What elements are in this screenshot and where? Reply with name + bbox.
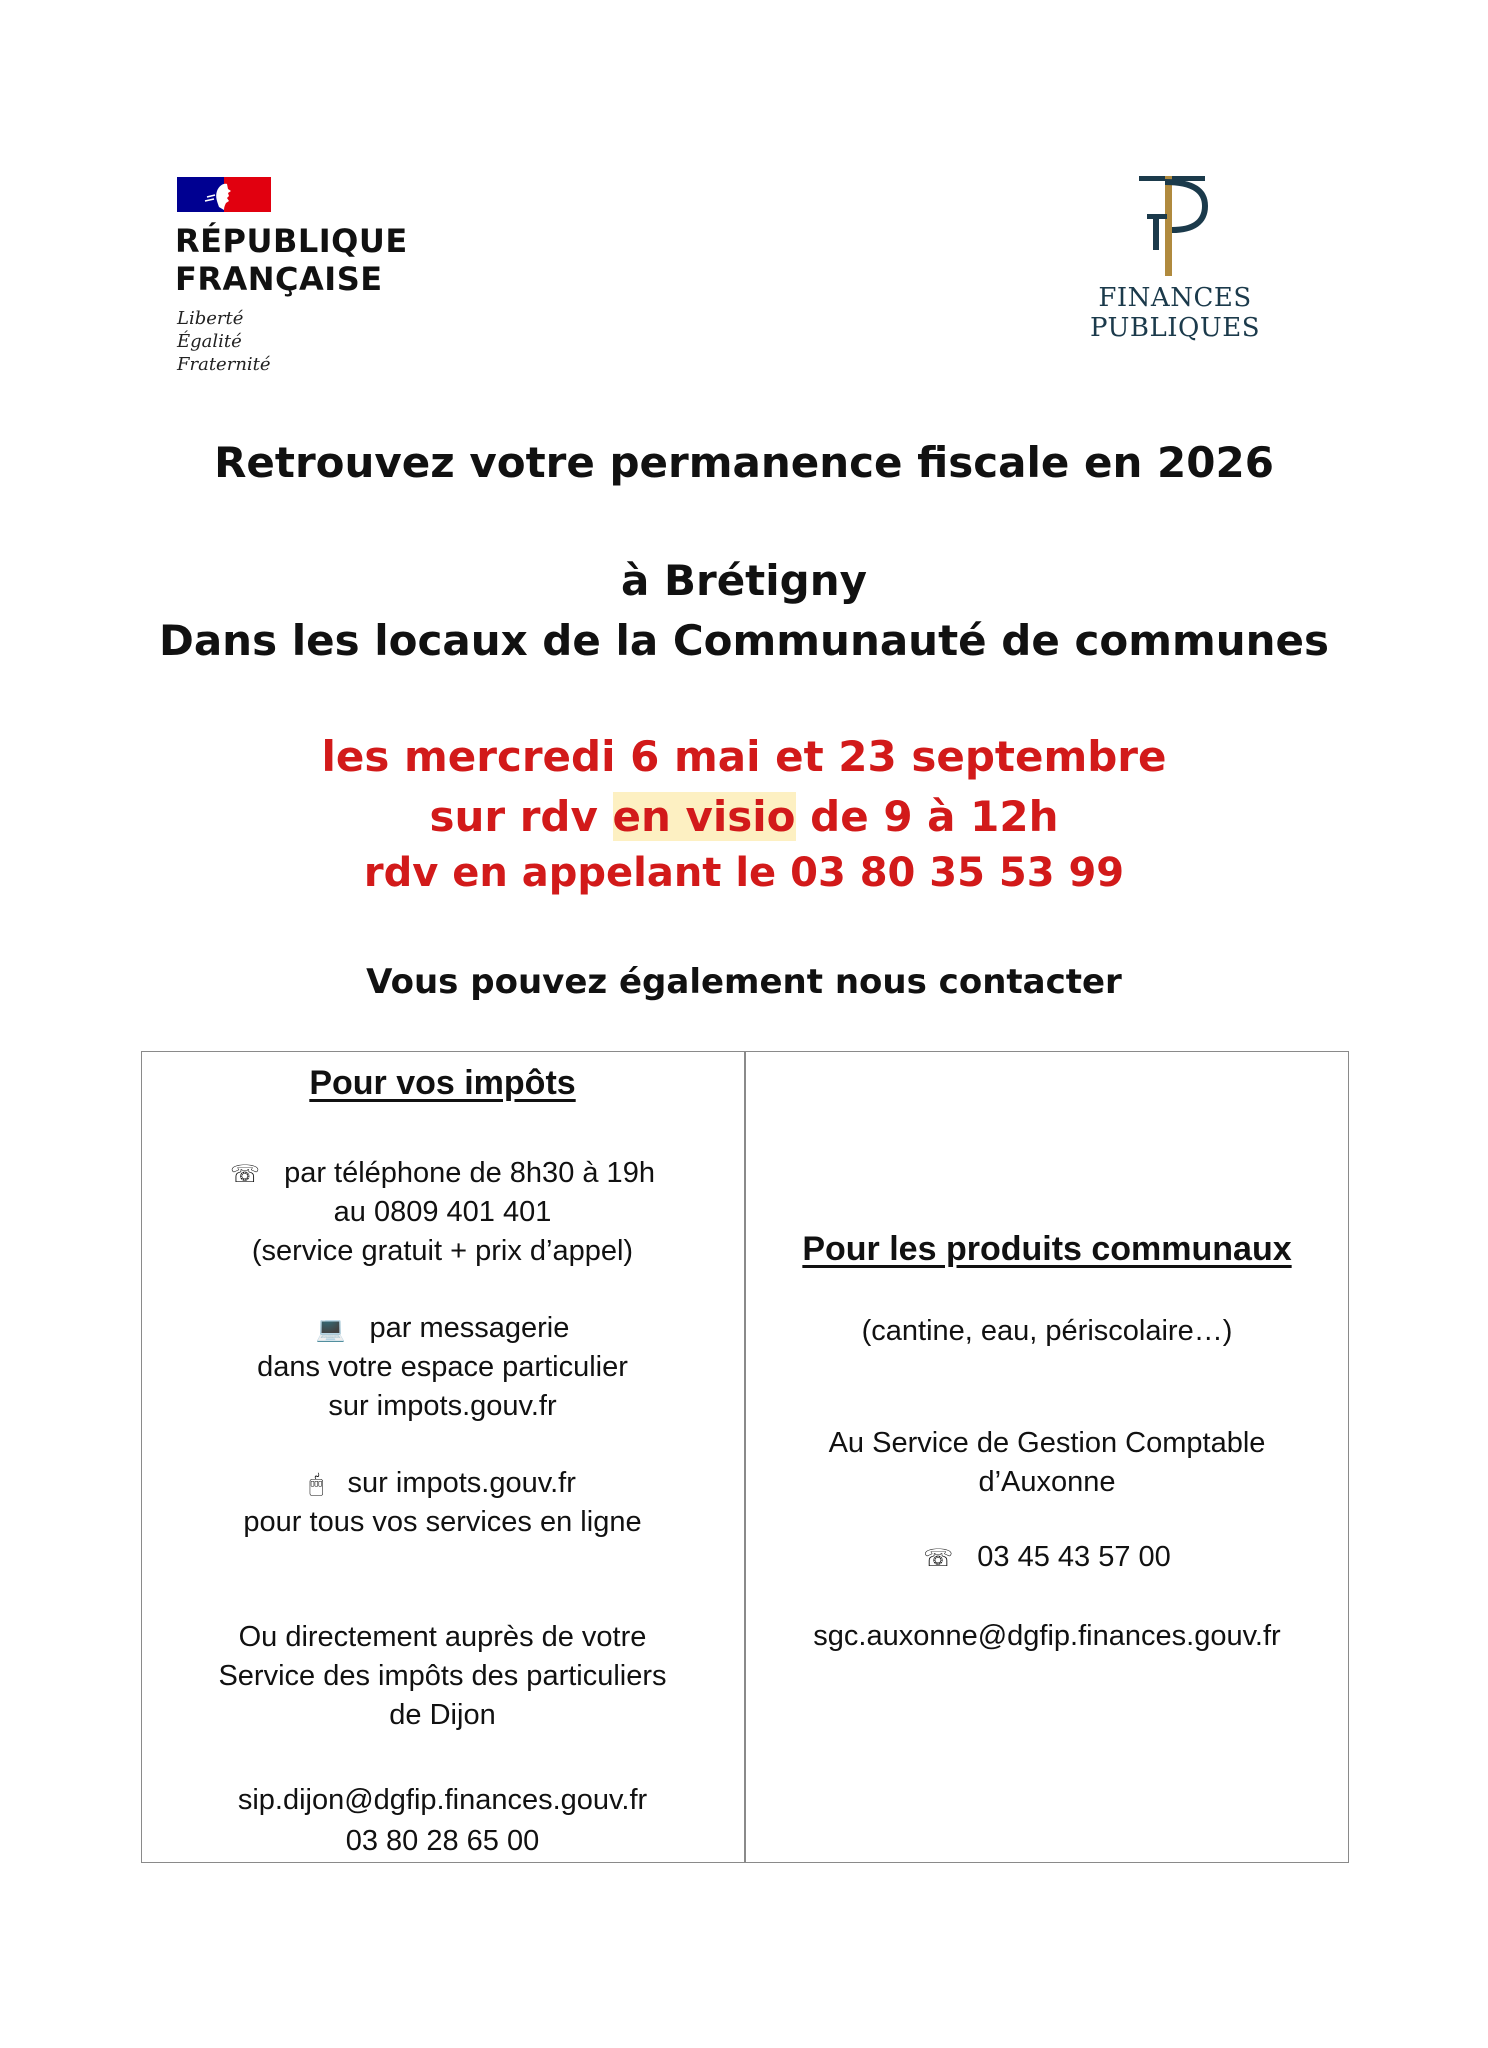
laptop-icon: 💻 [315,1316,346,1343]
communaux-email: sgc.auxonne@dgfip.finances.gouv.fr [813,1620,1281,1652]
communaux-examples: (cantine, eau, périscolaire…) [861,1315,1233,1347]
communaux-service-line2: d’Auxonne [978,1466,1116,1498]
motto-egalite: Égalité [177,331,242,352]
schedule-dates: les mercredi 6 mai et 23 septembre [321,732,1167,781]
page-title: Retrouvez votre permanence fiscale en 2026 [214,438,1274,487]
motto-fraternite: Fraternité [177,354,271,375]
impots-heading: Pour vos impôts [309,1064,576,1102]
location-place: à Brétigny [621,556,867,605]
location-venue: Dans les locaux de la Communauté de communes [158,616,1330,665]
impots-phone-line2: au 0809 401 401 [333,1196,552,1228]
motto-liberte: Liberté [177,308,244,329]
communaux-phone: ☏ 03 45 43 57 00 [745,1538,1349,1578]
impots-msg-line1: 💻 par messagerie [141,1309,744,1349]
telephone-icon: ☏ [923,1545,954,1572]
republique-line2: FRANÇAISE [175,260,383,298]
slot-highlight: en visio [612,792,796,841]
marianne-profile-icon [177,177,271,212]
contact-intro: Vous pouvez également nous contacter [366,962,1122,1002]
finances-publiques-logo [1125,176,1211,276]
impots-web-line1: 🖱 sur impots.gouv.fr [141,1464,744,1504]
impots-email: sip.dijon@dgfip.finances.gouv.fr [237,1784,648,1816]
impots-phone-line1: ☏ par téléphone de 8h30 à 19h [141,1154,744,1194]
marianne-flag-logo [177,177,271,212]
impots-office-line1: Ou directement auprès de votre [238,1621,647,1653]
communaux-heading: Pour les produits communaux [802,1230,1292,1268]
telephone-icon: ☏ [230,1161,261,1188]
impots-msg-line2: dans votre espace particulier [257,1351,628,1383]
communaux-service-line1: Au Service de Gestion Comptable [828,1427,1266,1459]
slot-after: de 9 à 12h [795,792,1059,841]
impots-phone: 03 80 28 65 00 [345,1825,540,1857]
mouse-icon: 🖱 [309,1471,324,1498]
impots-web-line2: pour tous vos services en ligne [243,1506,642,1538]
impots-msg-line3: sur impots.gouv.fr [328,1390,557,1422]
republique-line1: RÉPUBLIQUE [175,222,408,260]
finances-publiques-label: FINANCES PUBLIQUES [1089,283,1261,343]
impots-office-line3: de Dijon [389,1699,496,1731]
schedule-phone: rdv en appelant le 03 80 35 53 99 [363,850,1125,896]
schedule-slot [0,792,1488,841]
impots-office-line2: Service des impôts des particuliers [218,1660,667,1692]
slot-before: sur rdv [429,792,613,841]
impots-phone-line3: (service gratuit + prix d’appel) [251,1235,634,1267]
